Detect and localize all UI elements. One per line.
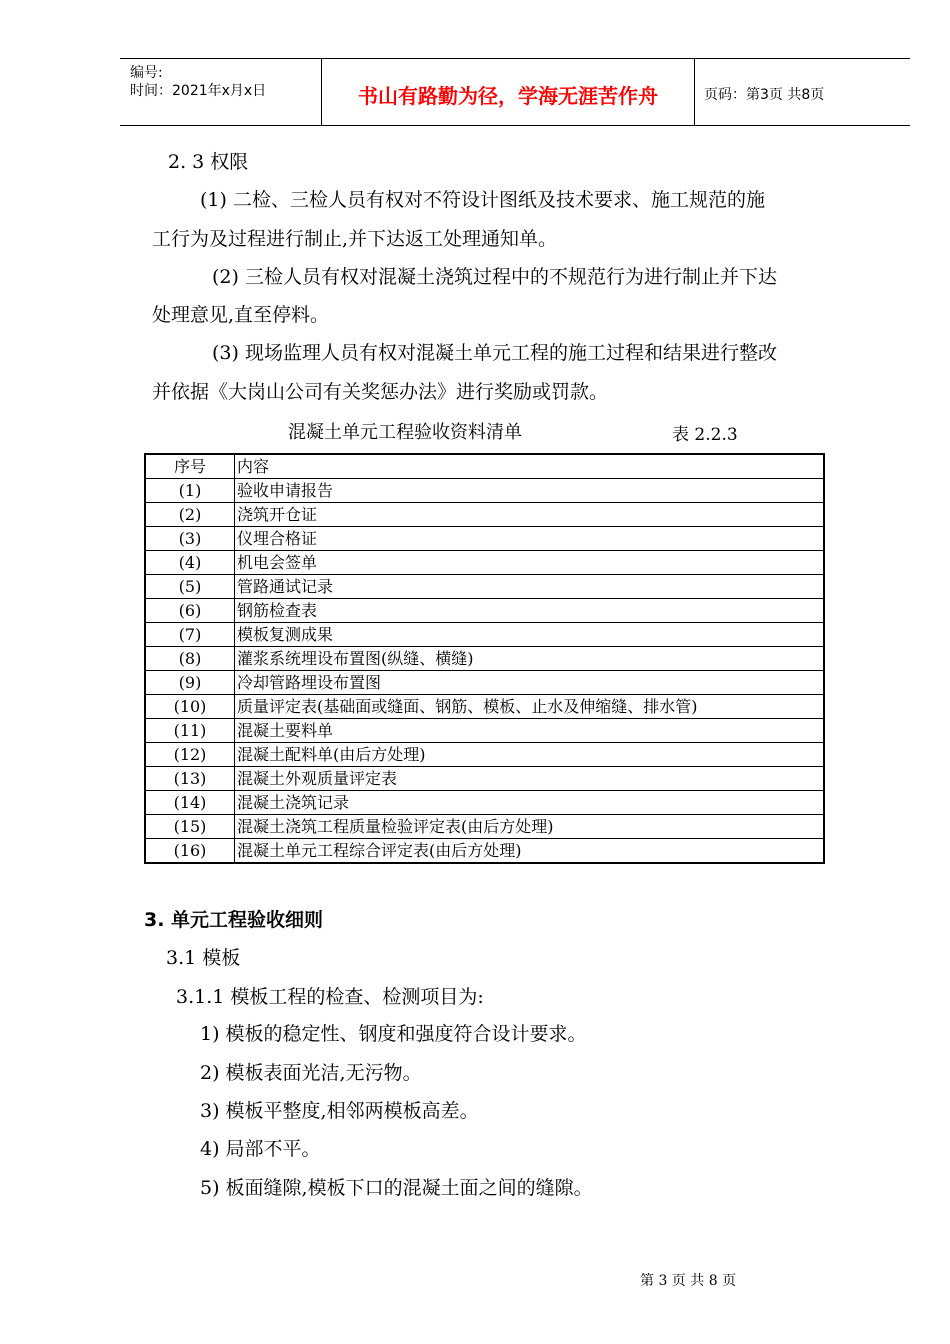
list-item: 5) 板面缝隙,模板下口的混凝土面之间的缝隙。 — [200, 1177, 593, 1199]
table-cell-index: (6) — [145, 599, 235, 623]
table-header-index: 序号 — [145, 454, 235, 479]
table-row — [145, 695, 824, 719]
table-row — [145, 791, 824, 815]
table-row — [145, 647, 824, 671]
table-cell-content: 验收申请报告 — [235, 479, 825, 503]
table-cell-index: (3) — [145, 527, 235, 551]
acceptance-documents-table — [144, 453, 825, 864]
section-2-3-item3-line1: (3) 现场监理人员有权对混凝土单元工程的施工过程和结果进行整改 — [212, 342, 777, 364]
table-cell-index: (11) — [145, 719, 235, 743]
list-item: 4) 局部不平。 — [200, 1138, 321, 1160]
table-cell-index: (10) — [145, 695, 235, 719]
table-cell-index: (12) — [145, 743, 235, 767]
table-row — [145, 671, 824, 695]
table-cell-content: 仪埋合格证 — [235, 527, 825, 551]
table-row — [145, 767, 824, 791]
section-2-3-title: 2. 3 权限 — [168, 151, 249, 173]
section-3-1-1-title: 3.1.1 模板工程的检查、检测项目为: — [176, 986, 484, 1008]
header-motto: 书山有路勤为径，学海无涯苦作舟 — [358, 84, 658, 108]
section-3-title: 3. 单元工程验收细则 — [144, 909, 324, 931]
table-row — [145, 815, 824, 839]
table-header-content: 内容 — [235, 454, 825, 479]
page-footer: 第 3 页 共 8 页 — [640, 1273, 737, 1289]
table-row — [145, 527, 824, 551]
table-cell-index: (16) — [145, 839, 235, 864]
table-cell-index: (8) — [145, 647, 235, 671]
table-cell-index: (2) — [145, 503, 235, 527]
table-row — [145, 623, 824, 647]
table-cell-index: (4) — [145, 551, 235, 575]
table-cell-index: (15) — [145, 815, 235, 839]
table-cell-index: (9) — [145, 671, 235, 695]
table-row — [145, 719, 824, 743]
header-bottom-rule — [120, 125, 910, 126]
table-cell-content: 混凝土浇筑工程质量检验评定表(由后方处理) — [235, 815, 825, 839]
table-cell-index: (14) — [145, 791, 235, 815]
table-caption: 混凝土单元工程验收资料清单 — [288, 422, 522, 443]
header-number-label: 编号: — [130, 65, 163, 81]
table-cell-content: 混凝土配料单(由后方处理) — [235, 743, 825, 767]
table-cell-content: 质量评定表(基础面或缝面、钢筋、模板、止水及伸缩缝、排水管) — [235, 695, 825, 719]
table-cell-content: 混凝土要料单 — [235, 719, 825, 743]
section-2-3-item2-line1: (2) 三检人员有权对混凝土浇筑过程中的不规范行为进行制止并下达 — [212, 266, 777, 288]
table-cell-index: (7) — [145, 623, 235, 647]
table-cell-content: 机电会签单 — [235, 551, 825, 575]
section-2-3-item3-line2: 并依据《大岗山公司有关奖惩办法》进行奖励或罚款。 — [152, 381, 609, 403]
table-cell-content: 冷却管路埋设布置图 — [235, 671, 825, 695]
header-page-label: 页码：第3页 共8页 — [704, 87, 825, 103]
header-top-rule — [120, 58, 910, 59]
table-row — [145, 839, 824, 864]
table-header-row — [145, 454, 824, 479]
table-cell-index: (1) — [145, 479, 235, 503]
table-cell-content: 混凝土单元工程综合评定表(由后方处理) — [235, 839, 825, 864]
section-2-3-item1-line1: (1) 二检、三检人员有权对不符设计图纸及技术要求、施工规范的施 — [200, 189, 765, 211]
section-3-1-title: 3.1 模板 — [166, 947, 241, 969]
table-reference: 表 2.2.3 — [672, 425, 738, 445]
table-cell-index: (5) — [145, 575, 235, 599]
table-row — [145, 599, 824, 623]
list-item: 1) 模板的稳定性、钢度和强度符合设计要求。 — [200, 1023, 587, 1045]
table-cell-content: 钢筋检查表 — [235, 599, 825, 623]
table-row — [145, 743, 824, 767]
table-cell-content: 灌浆系统埋设布置图(纵缝、横缝) — [235, 647, 825, 671]
table-row — [145, 551, 824, 575]
header-divider-right — [694, 58, 695, 126]
table-cell-content: 混凝土外观质量评定表 — [235, 767, 825, 791]
list-item: 2) 模板表面光洁,无污物。 — [200, 1062, 422, 1084]
header-time-label: 时间：2021年x月x日 — [130, 83, 267, 99]
section-2-3-item1-line2: 工行为及过程进行制止,并下达返工处理通知单。 — [152, 228, 558, 250]
table-cell-index: (13) — [145, 767, 235, 791]
table-row — [145, 479, 824, 503]
table-cell-content: 管路通试记录 — [235, 575, 825, 599]
section-2-3-item2-line2: 处理意见,直至停料。 — [152, 304, 330, 326]
table-row — [145, 503, 824, 527]
table-cell-content: 浇筑开仓证 — [235, 503, 825, 527]
table-row — [145, 575, 824, 599]
table-cell-content: 混凝土浇筑记录 — [235, 791, 825, 815]
list-item: 3) 模板平整度,相邻两模板高差。 — [200, 1100, 479, 1122]
table-cell-content: 模板复测成果 — [235, 623, 825, 647]
